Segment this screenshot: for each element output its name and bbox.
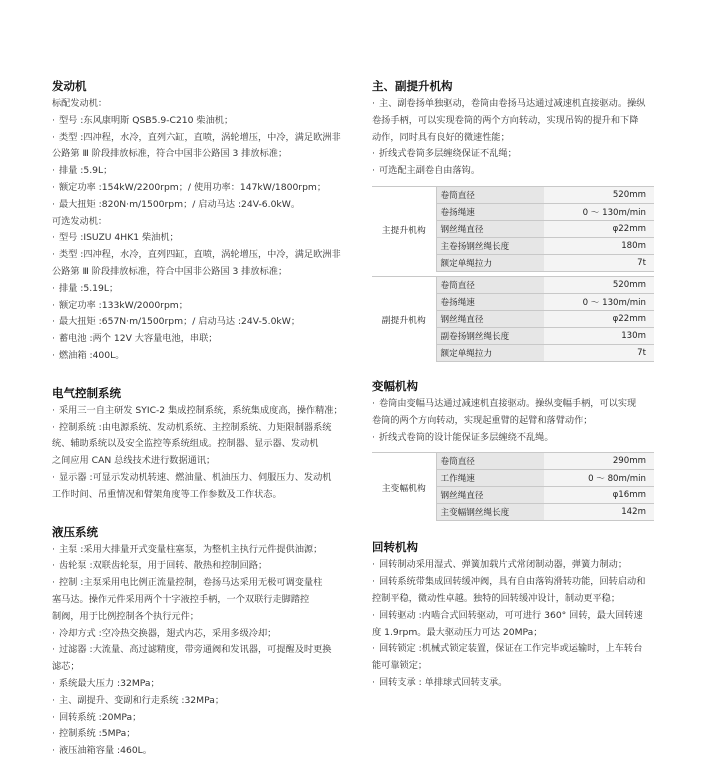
electric-section — [52, 385, 344, 504]
spec-value: φ16mm — [544, 487, 654, 504]
bullet-dot-icon: · — [52, 131, 55, 143]
spec-label: 卷筒直径 — [436, 453, 544, 470]
bullet-item — [52, 420, 344, 437]
bullet-item — [52, 197, 344, 214]
bullet-item — [52, 230, 344, 247]
bullet-dot-icon: · — [372, 643, 375, 655]
right-column — [372, 78, 662, 706]
table-row — [372, 276, 654, 293]
bullet-item — [52, 403, 344, 420]
luffing-lines — [372, 396, 662, 446]
bullet-item — [372, 96, 662, 113]
engine-lines — [52, 96, 344, 365]
bullet-dot-icon: · — [52, 404, 55, 416]
bullet-text: 蓄电池 :两个 12V 大容量电池，串联； — [59, 333, 218, 345]
bullet-item — [52, 693, 344, 710]
bullet-text: 可选配主副卷自由落钩。 — [379, 165, 481, 177]
bullet-dot-icon: · — [52, 543, 55, 555]
bullet-text: 控制系统 :由电源系统、发动机系统、主控制系统、力矩限制器系统 — [59, 421, 332, 433]
bullet-dot-icon: · — [52, 560, 55, 572]
text-line: 滤芯； — [52, 661, 80, 673]
bullet-dot-icon: · — [52, 282, 55, 294]
bullet-item — [52, 247, 344, 264]
text-line: 能可靠锁定； — [372, 660, 428, 672]
spec-label: 额定单绳拉力 — [436, 344, 544, 361]
bullet-item — [52, 743, 344, 760]
bullet-text: 控制 :主泵采用电比例正流量控制，卷扬马达采用无极可调变量柱 — [59, 577, 323, 589]
spec-label: 工作绳速 — [436, 470, 544, 487]
engine-heading: 发动机 — [52, 79, 87, 93]
text-line: 可选发动机： — [52, 215, 108, 227]
spec-label: 卷扬绳速 — [436, 293, 544, 310]
bullet-text: 回转支承 : 单排球式回转支承。 — [379, 676, 508, 688]
bullet-dot-icon: · — [372, 576, 375, 588]
bullet-item — [372, 557, 662, 574]
table-row — [372, 186, 654, 203]
spec-value: 0 ～ 130m/min — [544, 293, 654, 310]
bullet-dot-icon: · — [52, 577, 55, 589]
bullet-dot-icon: · — [52, 471, 55, 483]
bullet-text: 回转系统 :20MPa； — [59, 711, 142, 723]
bullet-dot-icon: · — [52, 644, 55, 656]
bullet-text: 冷却方式 :空冷热交换器，翅式内芯，采用多级冷却； — [59, 627, 277, 639]
bullet-dot-icon: · — [52, 677, 55, 689]
table-group-label: 副提升机构 — [372, 276, 436, 361]
hoist-lines — [372, 96, 662, 180]
spec-value: φ22mm — [544, 310, 654, 327]
bullet-dot-icon: · — [52, 349, 55, 361]
bullet-text: 主泵 :采用大排量开式变量柱塞泵，为整机主执行元件提供油源； — [59, 543, 323, 555]
bullet-text: 液压油箱容量 :460L。 — [59, 745, 152, 757]
bullet-dot-icon: · — [52, 114, 55, 126]
bullet-item — [52, 558, 344, 575]
bullet-dot-icon: · — [52, 333, 55, 345]
slewing-lines — [372, 557, 662, 691]
spec-value: 142m — [544, 504, 654, 521]
bullet-text: 系统最大压力 :32MPa； — [59, 677, 160, 689]
bullet-text: 型号 :ISUZU 4HK1 柴油机； — [59, 232, 179, 244]
bullet-text: 最大扭矩 :820N·m/1500rpm；/ 启动马达 :24V-6.0kW。 — [59, 198, 301, 210]
bullet-item — [52, 348, 344, 365]
bullet-dot-icon: · — [52, 745, 55, 757]
bullet-item — [52, 542, 344, 559]
bullet-dot-icon: · — [52, 694, 55, 706]
hydraulic-lines — [52, 542, 344, 760]
spec-value: 0 ～ 130m/min — [544, 203, 654, 220]
bullet-text: 采用三一自主研发 SYIC-2 集成控制系统，系统集成度高，操作精准； — [59, 404, 343, 416]
bullet-dot-icon: · — [52, 728, 55, 740]
bullet-item — [52, 575, 344, 592]
bullet-text: 排量 :5.19L； — [59, 282, 119, 294]
slewing-heading: 回转机构 — [372, 540, 418, 555]
bullet-text: 回转制动采用湿式、弹簧加载片式常闭制动器，弹簧力制动； — [379, 559, 628, 571]
bullet-dot-icon: · — [52, 181, 55, 193]
bullet-item — [372, 163, 662, 180]
bullet-item — [372, 574, 662, 591]
bullet-dot-icon: · — [372, 676, 375, 688]
bullet-item — [52, 113, 344, 130]
aux-hoist-table — [372, 276, 654, 362]
text-line: 卷筒的两个方向转动，实现起重臂的起臂和落臂动作； — [372, 414, 593, 426]
bullet-text: 控制系统 :5MPa； — [59, 728, 136, 740]
spec-label: 钢丝绳直径 — [436, 487, 544, 504]
bullet-item — [52, 281, 344, 298]
bullet-dot-icon: · — [372, 98, 375, 109]
bullet-text: 折线式卷筒多层缠绕保证不乱绳； — [379, 148, 517, 160]
bullet-text: 燃油箱 :400L。 — [59, 349, 125, 361]
bullet-text: 排量 :5.9L； — [59, 165, 113, 177]
bullet-item — [52, 314, 344, 331]
text-line: 卷扬手柄，可以实现卷筒的两个方向转动，实现吊钩的提升和下降 — [372, 114, 639, 126]
bullet-text: 回转驱动 :内啮合式回转驱动，可可进行 360° 回转，最大回转速 — [379, 609, 643, 621]
bullet-dot-icon: · — [52, 299, 55, 311]
bullet-item — [52, 726, 344, 743]
hydraulic-section — [52, 524, 344, 760]
bullet-dot-icon: · — [52, 249, 55, 261]
bullet-dot-icon: · — [372, 431, 375, 443]
luffing-heading: 变幅机构 — [372, 378, 418, 393]
spec-label: 副卷扬钢丝绳长度 — [436, 327, 544, 344]
bullet-dot-icon: · — [52, 711, 55, 723]
bullet-item — [52, 130, 344, 147]
hoist-heading: 主、副提升机构 — [372, 79, 453, 93]
spec-label: 主卷扬钢丝绳长度 — [436, 237, 544, 254]
bullet-dot-icon: · — [52, 165, 55, 177]
electric-lines — [52, 403, 344, 504]
bullet-text: 过滤器 :大流量、高过滤精度，带旁通阀和发讯器，可提醒及时更换 — [59, 644, 332, 656]
hoist-section — [372, 78, 662, 362]
bullet-item — [52, 180, 344, 197]
spec-label: 钢丝绳直径 — [436, 310, 544, 327]
bullet-dot-icon: · — [52, 316, 55, 328]
bullet-text: 回转锁定 :机械式锁定装置，保证在工作完毕或运输时，上车转台 — [379, 643, 643, 655]
bullet-item — [52, 163, 344, 180]
left-column — [52, 78, 344, 764]
bullet-item — [52, 626, 344, 643]
spec-label: 卷筒直径 — [436, 276, 544, 293]
bullet-text: 显示器 :可显示发动机转速、燃油量、机油压力、伺服压力、发动机 — [59, 471, 332, 483]
bullet-dot-icon: · — [52, 198, 55, 210]
spec-value: 130m — [544, 327, 654, 344]
main-hoist-table — [372, 186, 654, 272]
text-line: 制阀，用于比例控制各个执行元件； — [52, 610, 199, 622]
text-line: 标配发动机： — [52, 98, 108, 109]
bullet-text: 齿轮泵 :双联齿轮泵，用于回转、散热和控制回路； — [59, 560, 268, 572]
bullet-text: 类型 :四冲程，水冷，直列六缸，直喷，涡轮增压，中冷，满足欧洲非 — [59, 131, 341, 143]
text-line: 公路第 Ⅲ 阶段排放标准，符合中国非公路国 3 排放标准； — [52, 148, 288, 160]
spec-value: 0 ～ 80m/min — [544, 470, 654, 487]
bullet-text: 主、副提升、变副和行走系统 :32MPa； — [59, 694, 225, 706]
bullet-text: 额定功率 :133kW/2000rpm； — [59, 299, 188, 311]
spec-value: 7t — [544, 344, 654, 361]
bullet-text: 回转系统带集成回转缓冲阀，具有自由落钩滑转功能，回转启动和 — [379, 576, 646, 588]
luffing-section — [372, 378, 662, 521]
electric-heading: 电气控制系统 — [52, 385, 121, 400]
spec-value: 520mm — [544, 186, 654, 203]
text-line: 控制平稳，微动性卓越。独特的回转缓冲设计，制动更平稳； — [372, 592, 621, 604]
spec-value: 290mm — [544, 453, 654, 470]
bullet-dot-icon: · — [372, 559, 375, 571]
bullet-item — [52, 676, 344, 693]
spec-label: 卷扬绳速 — [436, 203, 544, 220]
table-group-label: 主提升机构 — [372, 186, 436, 271]
spec-value: 7t — [544, 254, 654, 271]
text-line: 统、辅助系统以及安全监控等系统组成。控制器、显示器、发动机 — [52, 438, 319, 450]
bullet-item — [372, 675, 662, 692]
bullet-text: 最大扭矩 :657N·m/1500rpm；/ 启动马达 :24V-5.0kW； — [59, 316, 301, 328]
text-line: 之间应用 CAN 总线技术进行数据通讯； — [52, 455, 216, 467]
spec-value: φ22mm — [544, 220, 654, 237]
spec-value: 180m — [544, 237, 654, 254]
bullet-dot-icon: · — [372, 148, 375, 160]
bullet-text: 折线式卷筒的设计能保证多层缠绕不乱绳。 — [379, 431, 554, 443]
luffing-table — [372, 452, 654, 521]
bullet-item — [52, 298, 344, 315]
table-row — [372, 453, 654, 470]
bullet-item — [372, 430, 662, 447]
bullet-dot-icon: · — [52, 627, 55, 639]
bullet-item — [52, 710, 344, 727]
bullet-dot-icon: · — [52, 232, 55, 244]
bullet-item — [372, 146, 662, 163]
bullet-item — [52, 642, 344, 659]
bullet-text: 类型 :四冲程，水冷，直列四缸，直喷，涡轮增压，中冷，满足欧洲非 — [59, 249, 341, 261]
spec-label: 钢丝绳直径 — [436, 220, 544, 237]
bullet-item — [372, 396, 662, 413]
spec-label: 额定单绳拉力 — [436, 254, 544, 271]
spec-label: 卷筒直径 — [436, 186, 544, 203]
bullet-item — [52, 331, 344, 348]
text-line: 度 1.9rpm。最大驱动压力可达 20MPa； — [372, 626, 543, 638]
bullet-item — [52, 470, 344, 487]
bullet-item — [372, 641, 662, 658]
bullet-text: 主、副卷扬单独驱动，卷筒由卷扬马达通过减速机直接驱动。操纵 — [379, 98, 646, 109]
bullet-item — [372, 608, 662, 625]
text-line: 动作，同时具有良好的微速性能； — [372, 131, 510, 143]
table-group-label: 主变幅机构 — [372, 453, 436, 521]
engine-section — [52, 78, 344, 365]
bullet-dot-icon: · — [52, 421, 55, 433]
text-line: 公路第 Ⅲ 阶段排放标准，符合中国非公路国 3 排放标准； — [52, 265, 288, 277]
bullet-dot-icon: · — [372, 397, 375, 409]
text-line: 工作时间、吊重情况和臂架角度等工作参数及工作状态。 — [52, 488, 282, 500]
bullet-text: 型号 :东风康明斯 QSB5.9-C210 柴油机； — [59, 114, 234, 126]
hydraulic-heading: 液压系统 — [52, 524, 98, 539]
spec-value: 520mm — [544, 276, 654, 293]
bullet-text: 额定功率 :154kW/2200rpm；/ 使用功率：147kW/1800rpm； — [59, 181, 327, 193]
bullet-dot-icon: · — [372, 609, 375, 621]
slewing-section — [372, 539, 662, 691]
bullet-text: 卷筒由变幅马达通过减速机直接驱动。操纵变幅手柄，可以实现 — [379, 397, 637, 409]
bullet-dot-icon: · — [372, 165, 375, 177]
spec-label: 主变幅钢丝绳长度 — [436, 504, 544, 521]
text-line: 塞马达。操作元件采用两个十字液控手柄，一个双联行走脚踏控 — [52, 593, 310, 605]
